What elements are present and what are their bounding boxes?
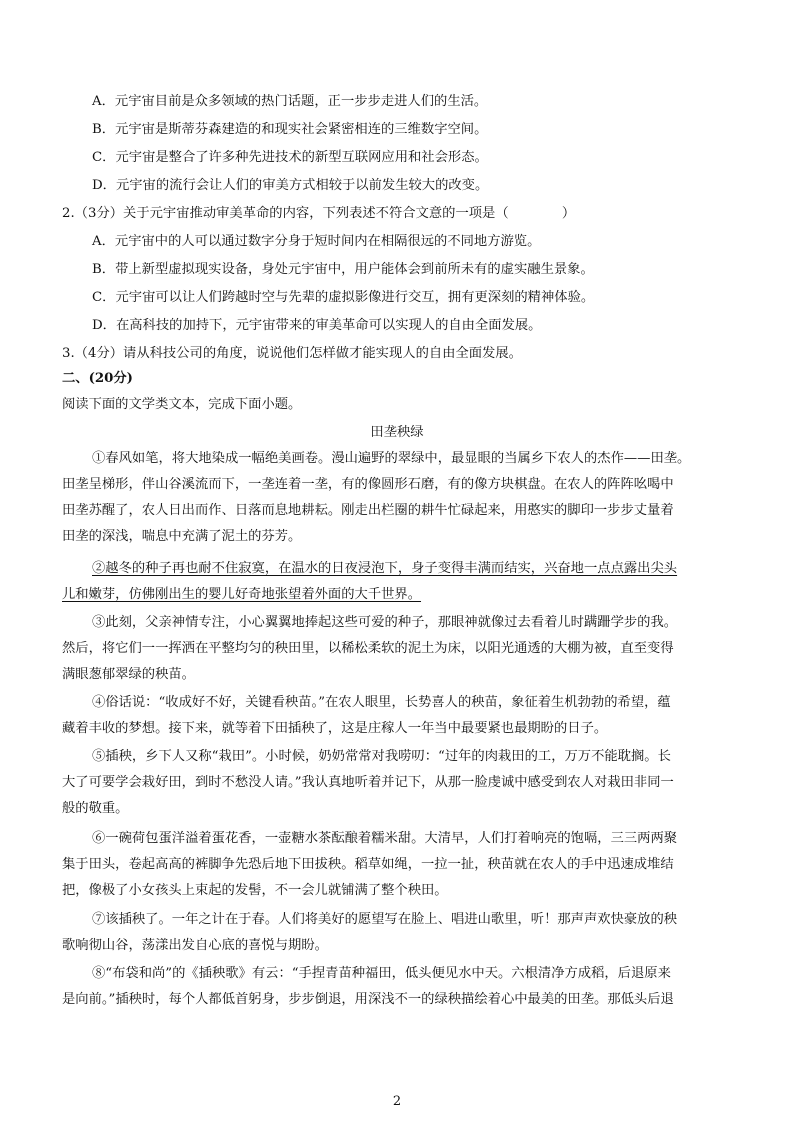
paragraph-6-line: 把，像极了小女孩头上束起的发髻，不一会儿就铺满了整个秧田。 [62, 883, 448, 898]
paragraph-5-line: 般的敬重。 [62, 801, 129, 816]
option-d: D．元宇宙的流行会让人们的审美方式相较于以前发生较大的改变。 [92, 178, 489, 193]
paragraph-1-line: ①春风如笔，将大地染成一幅绝美画卷。漫山遍野的翠绿中，最显眼的当属乡下农人的杰作——田垄。 [92, 451, 691, 466]
paragraph-7-line: 歌响彻山谷，荡漾出发自心底的喜悦与期盼。 [62, 938, 328, 953]
paragraph-4-line: ④俗话说：“收成好不好，关键看秧苗。”在农人眼里，长势喜人的秧苗，象征着生机勃勃的希望，蕴 [92, 695, 671, 710]
option-a: A．元宇宙目前是众多领域的热门话题，正一步步走进人们的生活。 [92, 94, 488, 109]
q2-option-b: B．带上新型虚拟现实设备，身处元宇宙中，用户能体会到前所未有的虚实融生景象。 [92, 262, 594, 277]
option-c: C．元宇宙是整合了许多种先进技术的新型互联网应用和社会形态。 [92, 150, 488, 165]
paragraph-1-line: 田垄呈梯形，伴山谷溪流而下，一垄连着一垄，有的像圆形石磨，有的像方块棋盘。在农人的阵阵吆喝中 [62, 477, 674, 492]
paragraph-3-line: 满眼葱郁翠绿的秧苗。 [62, 667, 195, 682]
paragraph-5-line: ⑤插秧，乡下人又称“栽田”。小时候，奶奶常常对我唠叨：“过年的肉栽田的工，万万不能耽搁。长 [92, 749, 671, 764]
paragraph-2-underlined: ②越冬的种子再也耐不住寂寞，在温水的日夜浸泡下，身子变得丰满而结实，兴奋地一点点露出尖头 [92, 561, 678, 576]
q2-option-a: A．元宇宙中的人可以通过数字分身于短时间内在相隔很远的不同地方游览。 [92, 234, 541, 249]
reading-instruction: 阅读下面的文学类文本，完成下面小题。 [62, 397, 302, 412]
passage-title: 田垄秧绿 [370, 425, 424, 440]
paragraph-8-line: ⑧“布袋和尚”的《插秧歌》有云：“手捏青苗种福田，低头便见水中天。六根清净方成稻，后退原来 [92, 966, 671, 981]
section-heading: 二、(20分) [62, 371, 133, 386]
question-2: 2.（3分）关于元宇宙推动审美革命的内容，下列表述不符合文意的一项是（ ） [62, 206, 576, 221]
paragraph-6-line: 集于田头，卷起高高的裤脚争先恐后地下田拔秧。稻草如绳，一拉一扯，秧苗就在农人的手中迅速成堆结 [62, 857, 674, 872]
paragraph-5-line: 大了可要学会栽好田，到时不愁没人请。”我认真地听着并记下，从那一脸虔诚中感受到农人对栽田非同一 [62, 775, 674, 790]
q2-option-c: C．元宇宙可以让人们跨越时空与先辈的虚拟影像进行交互，拥有更深刻的精神体验。 [92, 290, 595, 305]
question-3: 3.（4分）请从科技公司的角度，说说他们怎样做才能实现人的自由全面发展。 [62, 346, 522, 361]
paragraph-8-line: 是向前。”插秧时，每个人都低首躬身，步步倒退，用深浅不一的绿秧描绘着心中最美的田垄。那低头后退 [62, 992, 674, 1007]
q2-option-d: D．在高科技的加持下，元宇宙带来的审美革命可以实现人的自由全面发展。 [92, 318, 542, 333]
paragraph-4-line: 藏着丰收的梦想。接下来，就等着下田插秧了，这是庄稼人一年当中最要紧也最期盼的日子。 [62, 721, 608, 736]
paragraph-3-line: 然后，将它们一一挥洒在平整均匀的秧田里，以稀松柔软的泥土为床，以阳光通透的大棚为被，直至变得 [62, 641, 674, 656]
option-b: B．元宇宙是斯蒂芬森建造的和现实社会紧密相连的三维数字空间。 [92, 122, 488, 137]
paragraph-3-line: ③此刻，父亲神情专注，小心翼翼地捧起这些可爱的种子，那眼神就像过去看着儿时蹒跚学步的我。 [92, 615, 678, 630]
paragraph-6-line: ⑥一碗荷包蛋洋溢着蛋花香，一壶糖水茶酝酿着糯米甜。大清早，人们打着响亮的饱嗝，三三两两聚 [92, 831, 678, 846]
paragraph-1-line: 田垄的深浅，喘息中充满了泥土的芬芳。 [62, 529, 302, 544]
paragraph-2-underlined: 儿和嫩芽，仿佛刚出生的婴儿好奇地张望着外面的大千世界。 [62, 587, 422, 602]
page-number: 2 [392, 1094, 402, 1109]
paragraph-7-line: ⑦该插秧了。一年之计在于春。人们将美好的愿望写在脸上、唱进山歌里，听！那声声欢快豪放的秧 [92, 912, 678, 927]
paragraph-1-line: 田垄苏醒了，农人日出而作、日落而息地耕耘。刚走出栏圈的耕牛忙碌起来，用憨实的脚印一步步丈量着 [62, 503, 674, 518]
